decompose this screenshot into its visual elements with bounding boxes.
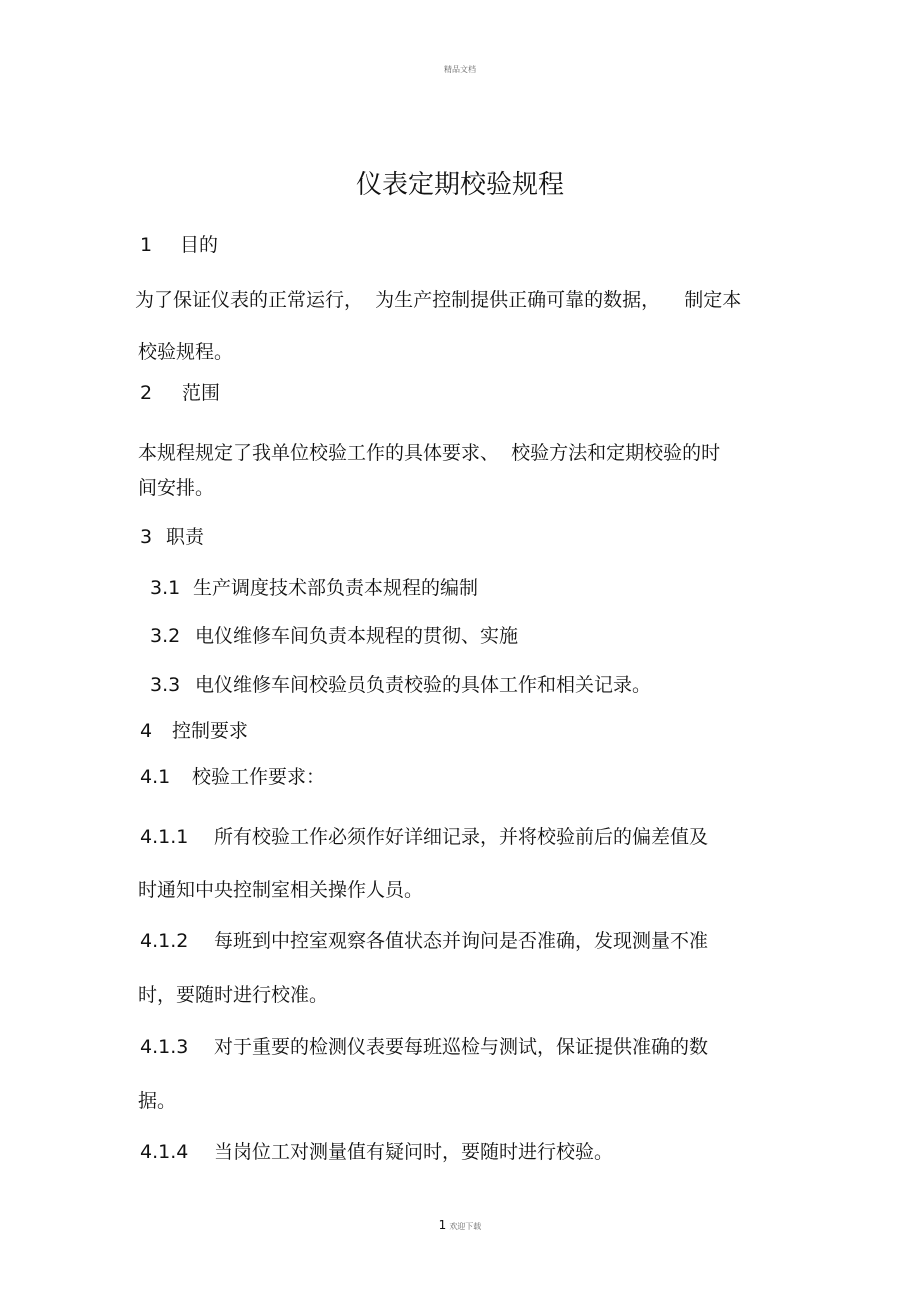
document-title: 仪表定期校验规程	[355, 170, 564, 200]
section-number: 4.1.3	[140, 1036, 189, 1058]
section-text: 每班到中控室观察各值状态并询问是否准确，发现测量不准	[214, 930, 709, 952]
section-text: 生产调度技术部负责本规程的编制	[193, 577, 479, 599]
section-number: 3.3	[150, 674, 181, 696]
section-number: 3.1	[150, 577, 181, 599]
section-text: 职责	[166, 526, 205, 548]
footer-text: 欢迎下载	[449, 1222, 482, 1231]
section-text: 校验工作要求：	[192, 766, 326, 788]
page-header: 精品文档	[444, 65, 476, 74]
clause	[140, 1035, 708, 1059]
section-heading	[140, 525, 204, 549]
section-text: 控制要求	[172, 720, 249, 742]
page-footer	[0, 1218, 920, 1232]
paragraph-line: 校验规程。	[138, 341, 234, 363]
paragraph-line: 时通知中央控制室相关操作人员。	[138, 879, 424, 901]
section-text: 所有校验工作必须作好详细记录，并将校验前后的偏差值及	[214, 826, 709, 848]
subsection	[140, 765, 325, 789]
section-number: 3	[140, 526, 153, 548]
section-number: 4.1.4	[140, 1141, 189, 1163]
section-text: 电仪维修车间负责本规程的贯彻、实施	[195, 625, 519, 647]
section-number: 3.2	[150, 625, 181, 647]
section-text: 电仪维修车间校验员负责校验的具体工作和相关记录。	[195, 674, 652, 696]
paragraph-line: 本规程规定了我单位校验工作的具体要求、 校验方法和定期校验的时	[138, 442, 721, 464]
subsection	[150, 576, 478, 600]
section-text: 目的	[180, 234, 219, 256]
section-text: 范围	[182, 382, 221, 404]
clause	[140, 1140, 613, 1164]
section-text: 对于重要的检测仪表要每班巡检与测试，保证提供准确的数	[214, 1036, 709, 1058]
clause	[140, 929, 708, 953]
section-number: 4	[140, 720, 153, 742]
paragraph-line: 据。	[138, 1090, 177, 1112]
section-number: 1	[140, 234, 153, 256]
paragraph-line: 时，要随时进行校准。	[138, 984, 329, 1006]
section-number: 4.1.1	[140, 826, 189, 848]
paragraph-line: 为了保证仪表的正常运行， 为生产控制提供正确可靠的数据， 制定本	[135, 289, 742, 311]
subsection	[150, 673, 651, 697]
section-heading	[140, 381, 220, 405]
section-number: 4.1	[140, 766, 171, 788]
section-heading	[140, 233, 218, 257]
subsection	[150, 624, 518, 648]
section-number: 2	[140, 382, 153, 404]
paragraph-line: 间安排。	[138, 477, 215, 499]
section-number: 4.1.2	[140, 930, 189, 952]
clause	[140, 825, 708, 849]
section-heading	[140, 719, 248, 743]
page-number: 1	[438, 1218, 447, 1232]
section-text: 当岗位工对测量值有疑问时，要随时进行校验。	[214, 1141, 614, 1163]
